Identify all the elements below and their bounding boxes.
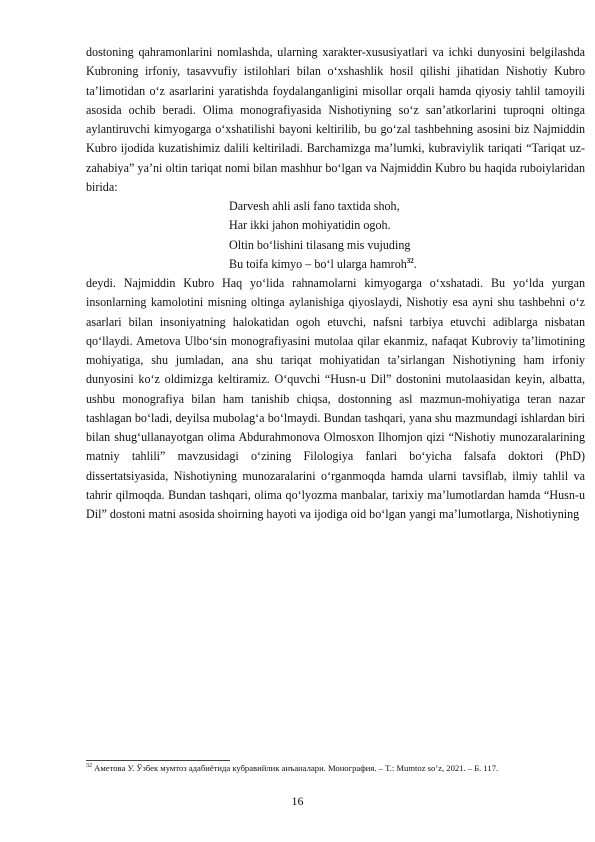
verse-line-4 xyxy=(229,255,585,274)
page-number: 16 xyxy=(291,794,304,808)
body-text xyxy=(86,43,585,524)
verse-line-3: Oltin boʻlishini tilasang mis vujuding xyxy=(229,237,411,252)
verse-line-2: Har ikki jahon mohiyatidin ogoh. xyxy=(229,218,391,233)
verse-block xyxy=(86,197,585,274)
footnote xyxy=(86,763,585,775)
paragraph-1: dostoning qahramonlarini nomlashda, ularning xarakter-xususiyatlari va ichki dunyosini belgilashda Kubroning irfoniy, tasavvufiy istilohlari bilan oʻxshashlik hosil qilishi jihatidan Nishotiy Kubro taʼlimotidan oʻz asarlarini yaratishda foydalanganligini misollar orqali hamda qiyosiy tahlil tamoyili asosida ochib beradi. Olima monografiyasida Nishotiyning soʻz sanʼatkorlarini tuproqni oltinga aylantiruvchi kimyogarga oʻxshatilishi bayoni keltirilib, bu goʻzal tashbehning asosini biz Najmiddin Kubro ijodida kuzatishimiz dalili keltiriladi. Barchamizga maʼlumki, kubraviylik tariqati “Tariqat uz-zahabiya” yaʼni oltin tariqat nomi bilan mashhur boʻlgan va Najmiddin Kubro bu haqida ruboiylaridan birida: xyxy=(86,45,585,194)
footnote-divider xyxy=(86,760,230,761)
footnote-number: 32 xyxy=(86,763,92,770)
footnote-reference[interactable]: 32 xyxy=(406,256,414,265)
verse-line-1: Darvesh ahli asli fano taxtida shoh, xyxy=(229,199,400,213)
footnote-text: Аметова У. Ўзбек мумтоз адабиётида кубравийлик анъаналари. Монография. – T.: Mumtoz so’z, 2021. – Б. 117. xyxy=(92,763,499,773)
verse-line-4-text: Bu toifa kimyo – boʻl ularga hamroh xyxy=(229,256,407,271)
paragraph-2: deydi. Najmiddin Kubro Haq yoʻlida rahnamolarni kimyogarga oʻxshatadi. Bu yoʻlda yurgan insonlarning kamolotini misning oltinga aylanishiga qiyoslaydi, Nishotiy esa ayni shu tashbehni oʻz asarlari bilan insoniyatning halokatidan ogoh etuvchi, nafsni tarbiya etuvchi adiblarga nisbatan qoʻllaydi. Ametova Ulboʻsin monografiyasini mutolaa qilar ekanmiz, nafaqat Kubroviy taʼlimotining mohiyatiga, shu jumladan, ana shu tariqat mohiyatidan taʼsirlangan Nishotiyning ham irfoniy dunyosini koʻz oldimizga keltiramiz. Oʻquvchi “Husn-u Dil” dostonini mutolaasidan keyin, albatta, ushbu monografiya bilan ham tanishib chiqsa, dostonning asl mazmun-mohiyatiga teran nazar tashlagan boʻladi, deyilsa mubolagʻa boʻlmaydi. Bundan tashqari, yana shu mazmundagi ishlardan biri bilan shugʻullanayotgan olima Abdurahmonova Olmosxon Ilhomjon qizi “Nishotiy munozaralarining matniy tahlili” mavzusidagi oʻzining Filologiya fanlari boʻyicha falsafa doktori (PhD) dissertatsiyasida, Nishotiyning munozaralarini oʻrganmoqda hamda ularni tavsiflab, ilmiy tahlil va tahrir qilmoqda. Bundan tashqari, olima qoʻlyozma manbalar, tarixiy maʼlumotlardan hamda “Husn-u Dil” dostoni matni asosida shoirning hayoti va ijodiga oid boʻlgan yangi maʼlumotlarga, Nishotiyning xyxy=(86,276,585,521)
verse-line-4-end: . xyxy=(413,256,417,271)
